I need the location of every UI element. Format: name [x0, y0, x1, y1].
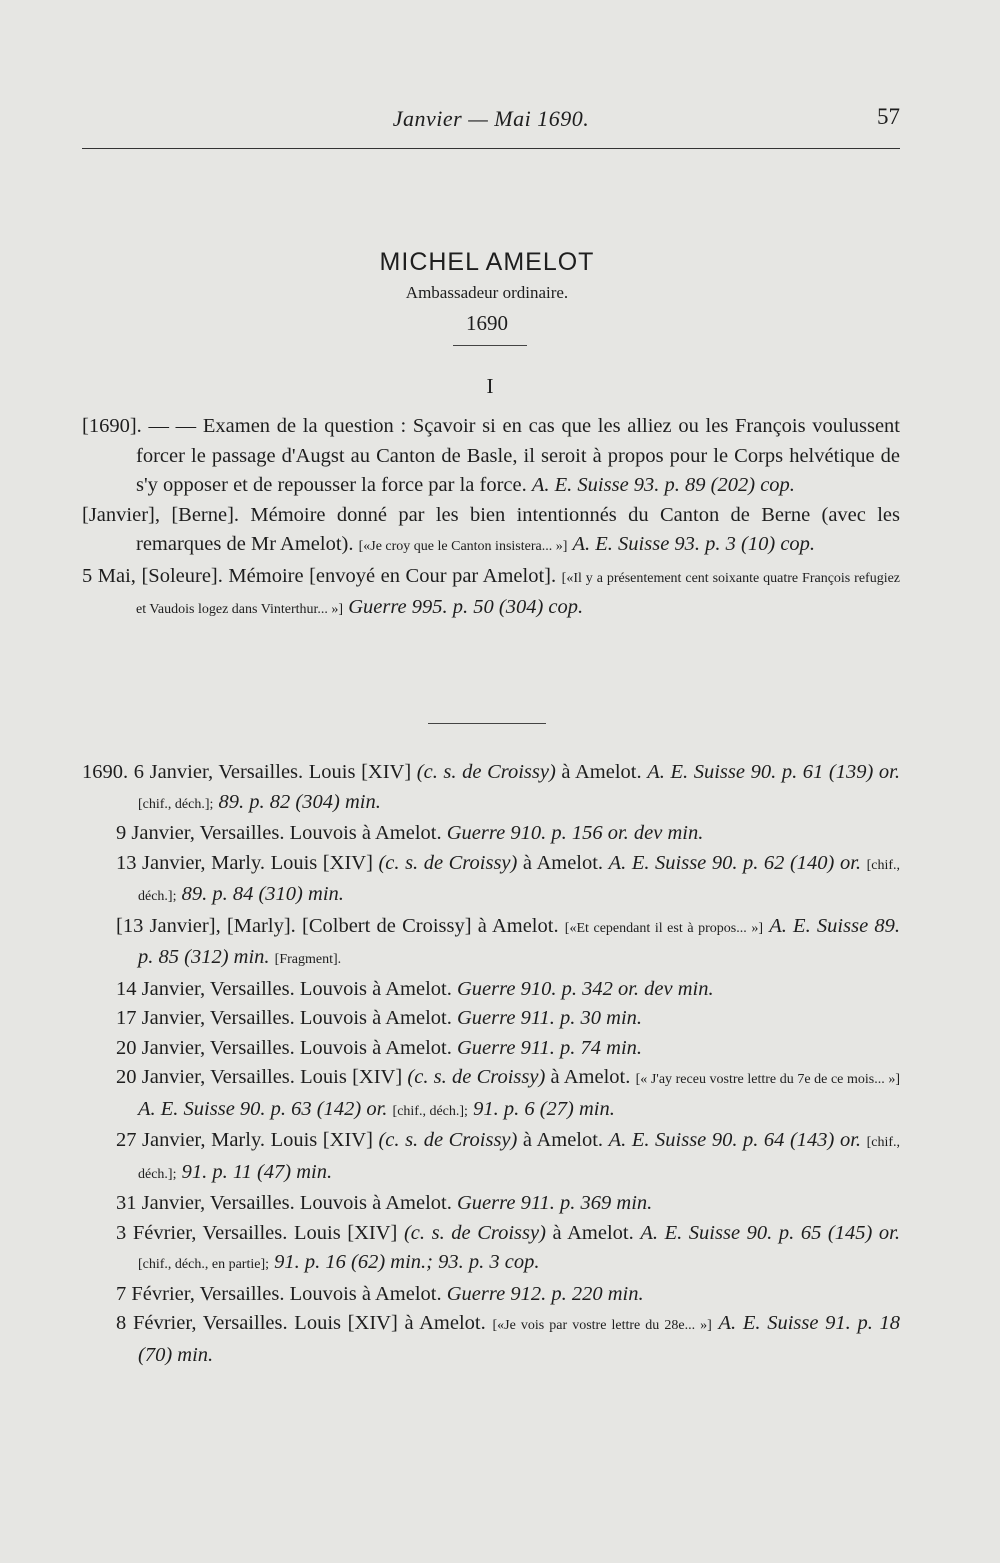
cipher-note: [chif., déch.];: [138, 1135, 901, 1182]
section-divider: [428, 723, 546, 724]
entry-date: [1690]. — —: [82, 415, 197, 437]
page-number: 57: [877, 104, 900, 129]
incipit-note: [«Je vois par vostre lettre du 28e... »]: [492, 1318, 712, 1333]
author-name: MICHEL AMELOT: [379, 248, 595, 276]
letter-text: Louis [XIV] à Amelot.: [294, 1312, 486, 1334]
letter-date: 3 Février, Versailles.: [116, 1221, 288, 1244]
archive-reference: Guerre 912. p. 220 min.: [446, 1282, 644, 1305]
archive-reference: Guerre 910. p. 156 or. dev min.: [446, 822, 704, 844]
incipit-note: [«Et cependant il est à propos... »]: [564, 920, 763, 936]
letter-entry: [82, 1034, 900, 1064]
letter-author: Louis [XIV]: [293, 1221, 398, 1244]
archive-reference: A. E. Suisse 93. p. 3 (10) cop.: [572, 533, 816, 555]
countersign: (c. s. de Croissy): [378, 1129, 518, 1151]
letter-date: 7 Février, Versailles.: [116, 1282, 285, 1305]
archive-reference: Guerre 911. p. 369 min.: [457, 1192, 653, 1214]
countersign: (c. s. de Croissy): [416, 761, 556, 783]
letter-date: 20 Janvier, Versailles.: [116, 1036, 295, 1059]
letter-recipient: à Amelot.: [552, 1221, 634, 1244]
letter-date: 14 Janvier, Versailles.: [116, 977, 295, 1000]
letter-text: Louvois à Amelot.: [299, 977, 452, 1000]
letter-entry: [82, 1004, 900, 1034]
letter-entry: [82, 849, 900, 912]
archive-reference-2: 91. p. 16 (62) min.; 93. p. 3 cop.: [274, 1251, 540, 1273]
incipit-note: [« J'ay receu vostre lettre du 7e de ce mois... »]: [635, 1072, 900, 1087]
letter-author: Louis [XIV]: [308, 761, 412, 783]
archive-reference: Guerre 995. p. 50 (304) cop.: [348, 596, 584, 618]
author-year: 1690: [466, 311, 508, 335]
incipit-note: [«Il y a présentement cent soixante quatre François refugiez et Vaudois logez dans Vinterthur... »]: [136, 570, 901, 617]
letter-date: 6 Janvier, Versailles.: [133, 761, 304, 783]
document-entry: [82, 412, 900, 501]
letter-entry: [82, 819, 900, 849]
letter-entry: [82, 1189, 900, 1219]
entry-date: [Janvier], [Berne].: [82, 503, 240, 526]
entry-text: Mémoire donné par les bien intentionnés du Canton de Berne (avec les remarques de Mr Amelot).: [136, 503, 900, 555]
letter-text: Louvois à Amelot.: [299, 1192, 452, 1214]
letter-entry: [82, 1063, 900, 1126]
letters-list: [82, 758, 900, 1370]
year-prefix: 1690.: [82, 761, 129, 783]
letter-author: Louis [XIV]: [270, 851, 373, 874]
documents-list: [82, 412, 900, 625]
section-number: I: [486, 374, 494, 398]
archive-reference: A. E. Suisse 90. p. 64 (143) or.: [608, 1129, 862, 1151]
archive-reference: A. E. Suisse 93. p. 89 (202) cop.: [531, 474, 795, 496]
letter-entry: [82, 758, 900, 819]
cipher-note: [chif., déch.];: [392, 1103, 468, 1119]
countersign: (c. s. de Croissy): [407, 1066, 546, 1088]
document-entry: [82, 501, 900, 562]
archive-reference: Guerre 911. p. 30 min.: [457, 1007, 643, 1029]
letter-entry: [82, 912, 900, 975]
archive-reference: Guerre 910. p. 342 or. dev min.: [457, 977, 714, 1000]
letter-date: [13 Janvier], [Marly].: [116, 914, 296, 937]
fragment-note: [Fragment].: [274, 952, 342, 967]
entry-text: Mémoire [envoyé en Cour par Amelot].: [228, 564, 557, 587]
archive-reference: A. E. Suisse 89. p. 85 (312) min.: [138, 914, 901, 968]
archive-reference-2: 89. p. 82 (304) min.: [218, 790, 381, 813]
archive-reference: A. E. Suisse 90. p. 62 (140) or.: [608, 851, 862, 874]
letter-date: 9 Janvier, Versailles.: [116, 822, 285, 844]
author-block: [0, 248, 1000, 399]
letter-text: Louvois à Amelot.: [299, 1007, 452, 1029]
running-title: Janvier — Mai 1690.: [392, 106, 590, 131]
document-entry: [82, 562, 900, 625]
archive-reference: Guerre 911. p. 74 min.: [457, 1036, 643, 1059]
letter-entry: [82, 1280, 900, 1310]
letter-author: Louis [XIV]: [270, 1129, 373, 1151]
letter-recipient: à Amelot.: [561, 761, 642, 783]
author-role: Ambassadeur ordinaire.: [405, 283, 569, 302]
letter-date: 13 Janvier, Marly.: [116, 851, 265, 874]
running-head: [82, 102, 900, 142]
letter-text: [Colbert de Croissy] à Amelot.: [302, 914, 559, 937]
letter-entry: [82, 1309, 900, 1370]
entry-date: 5 Mai, [Soleure].: [82, 564, 223, 587]
letter-entry: [82, 1219, 900, 1280]
letter-entry: [82, 975, 900, 1005]
letter-author: Louis [XIV]: [300, 1066, 403, 1088]
letter-date: 20 Janvier, Versailles.: [116, 1066, 295, 1088]
cipher-note: [chif., déch., en partie];: [138, 1257, 269, 1272]
archive-reference: A. E. Suisse 90. p. 61 (139) or.: [647, 761, 900, 783]
archive-reference-2: 91. p. 6 (27) min.: [473, 1097, 615, 1120]
cipher-note: [chif., déch.];: [138, 857, 901, 904]
letter-recipient: à Amelot.: [550, 1066, 631, 1088]
archive-reference-2: 89. p. 84 (310) min.: [181, 883, 344, 905]
letter-entry: [82, 1126, 900, 1189]
letter-date: 8 Février, Versailles.: [116, 1312, 288, 1334]
archive-reference: A. E. Suisse 90. p. 63 (142) or.: [138, 1097, 388, 1120]
incipit-note: [«Je croy que le Canton insistera... »]: [358, 539, 568, 554]
letter-date: 31 Janvier, Versailles.: [116, 1192, 295, 1214]
letter-recipient: à Amelot.: [522, 851, 604, 874]
archive-reference: A. E. Suisse 91. p. 18 (70) min.: [138, 1312, 901, 1366]
header-rule: [82, 148, 900, 149]
countersign: (c. s. de Croissy): [378, 851, 518, 874]
archive-reference: A. E. Suisse 90. p. 65 (145) or.: [640, 1221, 900, 1244]
cipher-note: [chif., déch.];: [138, 796, 214, 812]
letter-date: 17 Janvier, Versailles.: [116, 1007, 295, 1029]
letter-text: Louvois à Amelot.: [289, 822, 442, 844]
entry-text: Examen de la question : Sçavoir si en cas que les alliez ou les François voulussent forcer le passage d'Augst au Canton de Basle, il seroit à propos pour le Corps helvétique de s'y opposer et de repousser la force par la force.: [136, 415, 900, 496]
letter-recipient: à Amelot.: [522, 1129, 604, 1151]
letter-text: Louvois à Amelot.: [289, 1282, 442, 1305]
archive-reference-2: 91. p. 11 (47) min.: [181, 1160, 333, 1183]
countersign: (c. s. de Croissy): [403, 1221, 546, 1244]
letter-date: 27 Janvier, Marly.: [116, 1129, 265, 1151]
letter-text: Louvois à Amelot.: [299, 1036, 452, 1059]
year-rule: [453, 345, 527, 346]
